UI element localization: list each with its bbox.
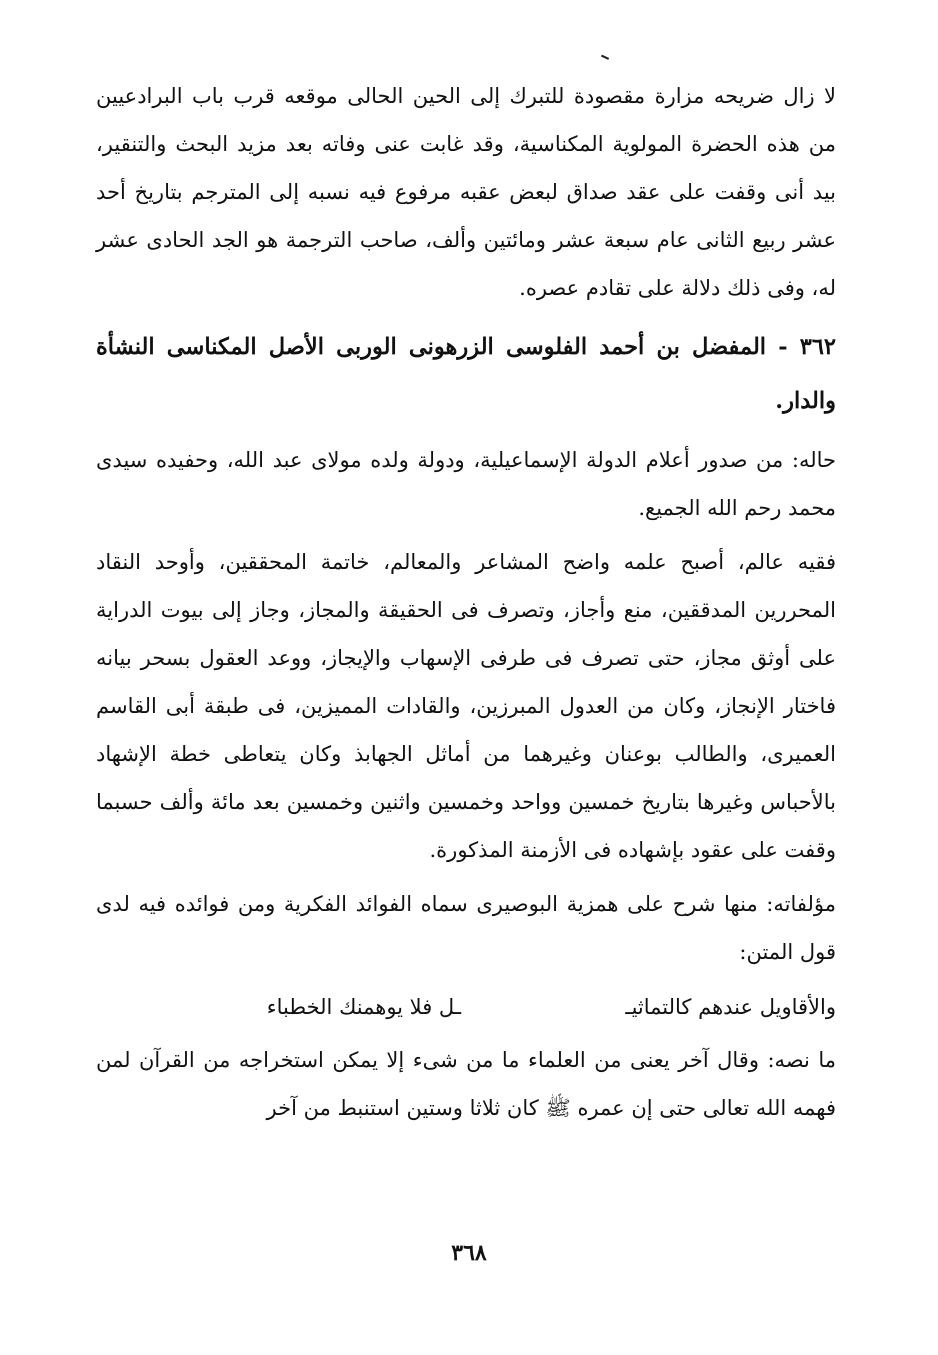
verse-line <box>96 982 836 1032</box>
page-body <box>96 72 836 1132</box>
entry-heading: ٣٦٢ - المفضل بن أحمد الفلوسى الزرهونى الوربى الأصل المكناسى النشأة والدار. <box>96 334 836 414</box>
paragraph-biography: فقيه عالم، أصبح علمه واضح المشاعر والمعالم، خاتمة المحققين، وأوحد النقاد المحررين المدققين، منع وأجاز، وتصرف فى الحقيقة والمجاز، وجاز إلى بيوت الدراية على أوثق مجاز، حتى تصرف فى طرفى الإسهاب والإيجاز، ووعد العقول بسحر بيانه فاختار الإنجاز، وكان من العدول المبرزين، والقادات المميزين، فى طبقة أبى القاسم العميرى، والطالب بوعنان وغيرهما من أماثل الجهابذ وكان يتعاطى خطة الإشهاد بالأحباس وغيرها بتاريخ خمسين وواحد وخمسين واثنين وخمسين بعد مائة وألف حسبما وقفت على عقود بإشهاده فى الأزمنة المذكورة. <box>96 550 836 862</box>
verse-second-hemistich: ـل فلا يوهمنك الخطباء <box>266 995 461 1019</box>
ink-mark <box>599 55 609 65</box>
paragraph-works: مؤلفاته: منها شرح على همزية البوصيرى سماه الفوائد الفكرية ومن فوائده فيه لدى قول المتن: <box>96 892 836 964</box>
verse-first-hemistich: والأقاويل عندهم كالتماثيـ <box>625 995 836 1019</box>
page-number: ٣٦٨ <box>451 1240 487 1266</box>
paragraph-quote: ما نصه: وقال آخر يعنى من العلماء ما من شىء إلا يمكن استخراجه من القرآن لمن فهمه الله تعالى حتى إن عمره ﷺ كان ثلاثا وستين استنبط من آخر <box>96 1048 836 1120</box>
paragraph-status: حاله: من صدور أعلام الدولة الإسماعيلية، ودولة ولده مولاى عبد الله، وحفيده سيدى محمد رحم الله الجميع. <box>96 448 836 520</box>
paragraph-intro: لا زال ضريحه مزارة مقصودة للتبرك إلى الحين الحالى موقعه قرب باب البرادعيين من هذه الحضرة المولوية المكناسية، وقد غابت عنى وفاته بعد مزيد البحث والتنقير، بيد أنى وقفت على عقد صداق لبعض عقبه مرفوع فيه نسبه إلى المترجم بتاريخ أحد عشر ربيع الثانى عام سبعة عشر ومائتين وألف، صاحب الترجمة هو الجد الحادى عشر له، وفى ذلك دلالة على تقادم عصره. <box>96 84 836 300</box>
